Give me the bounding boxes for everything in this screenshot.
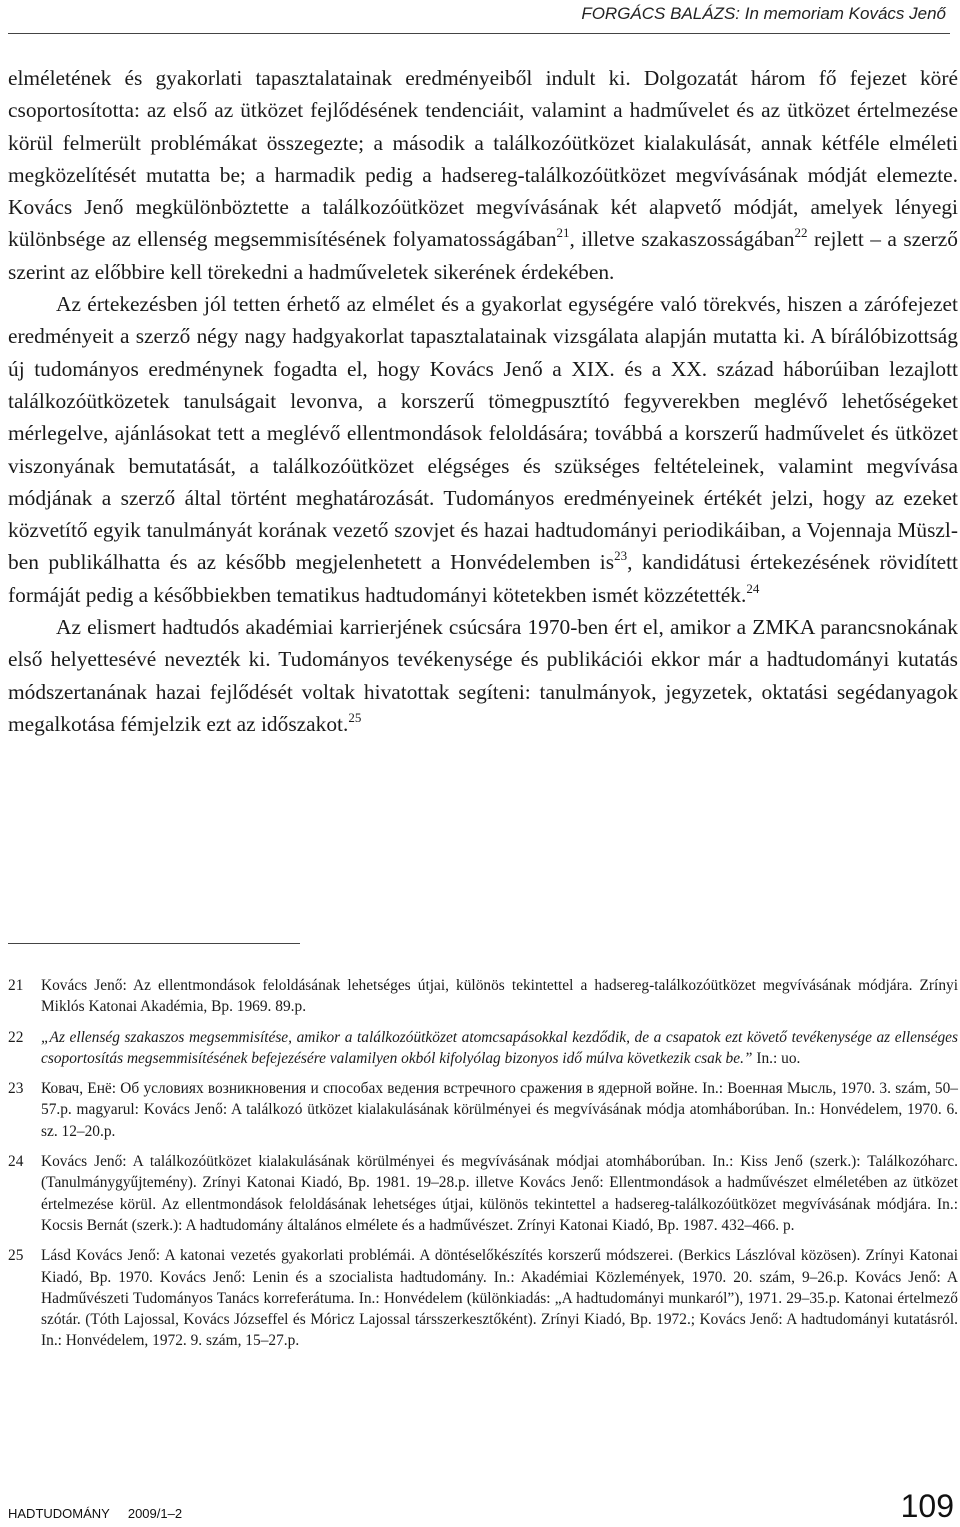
footnote-text: Ковач, Енё: Об условиях возникновения и способах ведения встречного сражения в ядерной войне. In.: Военная Мысль, 1970. 3. szám, 50–57.p. magyarul: Kovács Jenő: A találkozó ütközet kialakulásának körülményei és megvívásának módja atomháborúban. In.: Honvédelem, 1970. 6. sz. 12–20.p. bbox=[41, 1080, 958, 1140]
footnote-number: 23 bbox=[8, 1080, 24, 1098]
paragraph-3-text-a: Az elismert hadtudós akadémiai karrierjének csúcsára 1970-ben ért el, amikor a ZMKA parancsnokának első helyettesévé nevezték ki. Tudományos tevékenysége és publikációi ekkor már a hadtudományi kutatás módszertanának hazai fejlődését voltak hivatottak segíteni: tanulmányok, jegyzetek, oktatási segédanyagok megalkotása fémjelzik ezt az időszakot. bbox=[8, 615, 958, 736]
footnote-quote: „Az ellenség szakaszos megsemmisítése, amikor a találkozóütközet atomcsapásokkal kezdődik, de a csapatok ezt követő tevékenysége az ellenséges csoportosítás megsemmisítésének befejezésére valamilyen okból kifolyólag bizonyos idő múlva következik csak be.” bbox=[41, 1028, 958, 1067]
footnote-number: 25 bbox=[8, 1247, 24, 1265]
journal-name: HADTUDOMÁNY bbox=[8, 1506, 110, 1521]
paragraph-1-text-c: rejlett – a szerző szerint az előbbire kell törekedni a hadműveletek sikerének érdekében. bbox=[8, 227, 958, 284]
footnote-ref-21[interactable]: 21 bbox=[556, 225, 570, 241]
footnote-text: Kovács Jenő: A találkozóütközet kialakulásának körülményei és megvívásának módjai atomháborúban. In.: Kiss Jenő (szerk.): Találkozóharc. (Tanulmánygyűjtemény). Zrínyi Katonai Kiadó, Bp. 1981. 19–28.p. illetve Kovács Jenő: Ellentmondások a hadművészet elméletében az ütközet értelmezése körül. Az ellentmondások feloldásának lehetséges útjai, különös tekintettel a hadsereg-találkozóütközet megvívásának módjára. In.: Kocsis Bernát (szerk.): A hadtudomány általános elmélete és a hadművészet. Zrínyi Katonai Kiadó, Bp. 1987. 432–466. p. bbox=[41, 1153, 958, 1234]
footnote-ref-23[interactable]: 23 bbox=[614, 548, 628, 564]
footnote-22 bbox=[8, 1027, 958, 1070]
paragraph-2-text-a: Az értekezésben jól tetten érhető az elmélet és a gyakorlat egységére való törekvés, hiszen a zárófejezet eredményeit a szerző négy nagy hadgyakorlat tapasztalatainak vizsgálata alapján mutatta ki. A bírálóbizottság új tudományos eredménynek fogadta el, hogy Kovács Jenő a XIX. és a XX. század háborúiban lezajlott találkozóütközetek tanulságait levonva, a korszerű tömegpusztító fegyverekben meglévő lehetőségeket mérlegelve, ajánlásokat tett a meglévő ellentmondások feloldására; továbbá a korszerű hadművelet és ütközet viszonyának bemutatását, a találkozóütközet elégséges és szükséges feltételeinek, valamint megvívása módjának a szerző által történt meghatározását. Tudományos eredményeinek értékét jelzi, hogy az ezeket közvetítő egyik tanulmányát korának vezető szovjet és hazai hadtudományi periodikáiban, a Vojennaja Müszl-ben publikálhatta és az később megjelenhetett a Honvédelemben is bbox=[8, 292, 958, 575]
footnote-text: Kovács Jenő: Az ellentmondások feloldásának lehetséges útjai, különös tekintettel a hadsereg-találkozóütközet megvívásának módjára. Zrínyi Miklós Katonai Akadémia, Bp. 1969. 89.p. bbox=[41, 977, 958, 1016]
footnote-number: 21 bbox=[8, 977, 24, 994]
footnote-ref-24[interactable]: 24 bbox=[746, 580, 760, 596]
footnote-text: In.: uo. bbox=[752, 1049, 801, 1067]
paragraph-3 bbox=[8, 611, 958, 740]
running-header: FORGÁCS BALÁZS: In memoriam Kovács Jenő bbox=[581, 4, 946, 23]
footnote-text: Lásd Kovács Jenő: A katonai vezetés gyakorlati problémái. A döntéselőkészítés korszerű módszerei. (Berkics Lászlóval közösen). Zrínyi Katonai Kiadó, Bp. 1970. Kovács Jenő: Lenin és a szocialista hadtudomány. In.: Akadémiai Közlemények, 1970. 20. szám, 9–26.p. Kovács Jenő: A Hadművészeti Tudományos Tanács korreferátuma. In.: Honvédelem (különkiadás: „A hadtudományi munkaról”), 1971. 29–35.p. Katonai értelmező szótár. (Tóth Lajossal, Kovács Józseffel és Móricz Lajossal társszerkesztőként). Zrínyi Kiadó, Bp. 1972.; Kovács Jenő: A hadtudományi kutatásról. In.: Honvédelem, 1972. 9. szám, 15–27.p. bbox=[41, 1247, 958, 1350]
issue-number: 2009/1–2 bbox=[127, 1506, 183, 1521]
footnote-number: 24 bbox=[8, 1153, 24, 1171]
header-rule bbox=[8, 33, 950, 34]
paragraph-2 bbox=[8, 288, 958, 611]
footer-journal-info bbox=[8, 1506, 200, 1521]
page-number: 109 bbox=[900, 1488, 954, 1524]
footnote-25 bbox=[8, 1245, 958, 1351]
paragraph-1-text-b: , illetve szakaszosságában bbox=[569, 227, 795, 252]
footnotes bbox=[8, 975, 958, 1361]
footnote-ref-22[interactable]: 22 bbox=[794, 225, 808, 241]
paragraph-2-text-b: , kandidátusi értekezésének rövidített formáját pedig a későbbiekben tematikus hadtudományi kötetekben ismét közzétették. bbox=[8, 550, 958, 607]
footnote-separator bbox=[8, 943, 300, 944]
footnote-21 bbox=[8, 975, 958, 1018]
footnote-number: 22 bbox=[8, 1028, 24, 1046]
footnote-ref-25[interactable]: 25 bbox=[348, 709, 362, 725]
footnote-24 bbox=[8, 1151, 958, 1236]
main-text bbox=[8, 62, 958, 740]
paragraph-1 bbox=[8, 62, 958, 288]
paragraph-1-text-a: elméletének és gyakorlati tapasztalatainak eredményeiből indult ki. Dolgozatát három fő fejezet köré csoportosította: az első az ütközet fejlődésének tendenciáit, valamint a hadművelet és az ütközet értelmezése körül felmerült problémákat összegezte; a második a találkozóütközet kialakulását, annak kétféle elméleti megközelítését mutatta be; a harmadik pedig a hadsereg-találkozóütközet megvívásának módját elemezte. Kovács Jenő megkülönböztette a találkozóütközet megvívásának két alapvető módját, amelyek lényegi különbsége az ellenség megsemmisítésének folyamatosságában bbox=[8, 66, 958, 252]
footnote-23 bbox=[8, 1078, 958, 1142]
